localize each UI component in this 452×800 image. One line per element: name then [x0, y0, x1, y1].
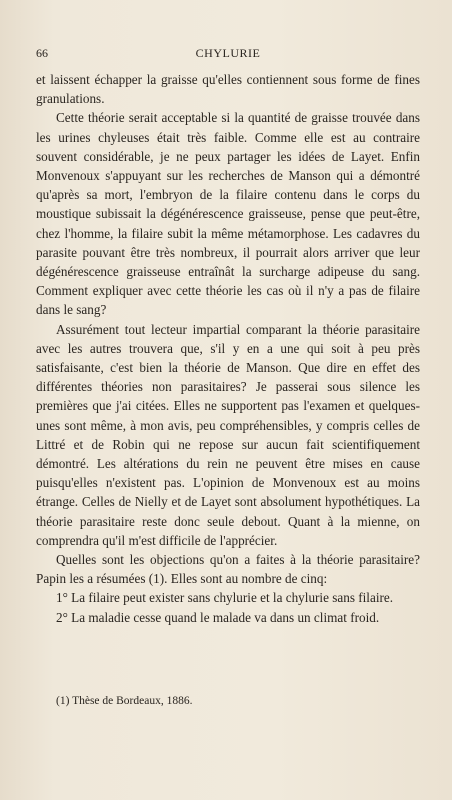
- list-item: 1° La filaire peut exister sans chylurie et la chylurie sans filaire.: [56, 590, 394, 606]
- running-head: CHYLURIE: [195, 46, 261, 60]
- footnote: (1) Thèse de Bordeaux, 1886.: [56, 695, 193, 707]
- paragraph: Quelles sont les objections qu'on a faites à la théorie parasitaire? Papin les a résumées (1). Elles sont au nombre de cinq:: [36, 552, 420, 587]
- page-number: 66: [36, 46, 48, 60]
- paragraph: et laissent échapper la graisse qu'elles contiennent sous forme de fines granulations.: [36, 72, 420, 107]
- page-header: [36, 46, 420, 62]
- list-item: 2° La maladie cesse quand le malade va dans un climat froid.: [56, 609, 380, 625]
- paragraph: Assurément tout lecteur impartial comparant la théorie parasitaire avec les autres trouvera que, s'il y en a une qui soit à peu près satisfaisante, c'est bien la théorie de Manson. Que dire en effet des différentes théories non parasitaires? Je passerai sous silence les premières que j'ai citées. Elles ne supportent pas l'examen et quelques-unes sont même, à mon avis, peu compréhensibles, y compris celles de Littré et de Robin qui ne repose sur aucun fait scientifiquement démontré. Les altérations du rein ne peuvent être mises en cause puisqu'elles n'existent pas. L'opinion de Monvenoux est au moins étrange. Celles de Nielly et de Layet sont absolument hypothétiques. La théorie parasitaire reste donc seule debout. Quant à la mienne, on comprendra qu'il m'est difficile de l'apprécier.: [36, 321, 420, 548]
- paragraph: Cette théorie serait acceptable si la quantité de graisse trouvée dans les urines chyleuses était très faible. Comme elle est au contraire souvent considérable, je ne peux partager les idées de Layet. Enfin Monvenoux s'appuyant sur les recherches de Manson qui a démontré qu'après sa mort, l'embryon de la filaire contenu dans le corps du moustique subissait la dégénérescence graisseuse, pense que peut-être, chez l'homme, la filaire subit la même métamorphose. Les cadavres du parasite pouvant être très nombreux, il pourrait alors arriver que leur dégénérescence graisseuse entraînât la surcharge adipeuse du sang. Comment expliquer avec cette théorie les cas où il n'y a pas de filaire dans le sang?: [36, 110, 420, 318]
- body-text: [36, 70, 420, 627]
